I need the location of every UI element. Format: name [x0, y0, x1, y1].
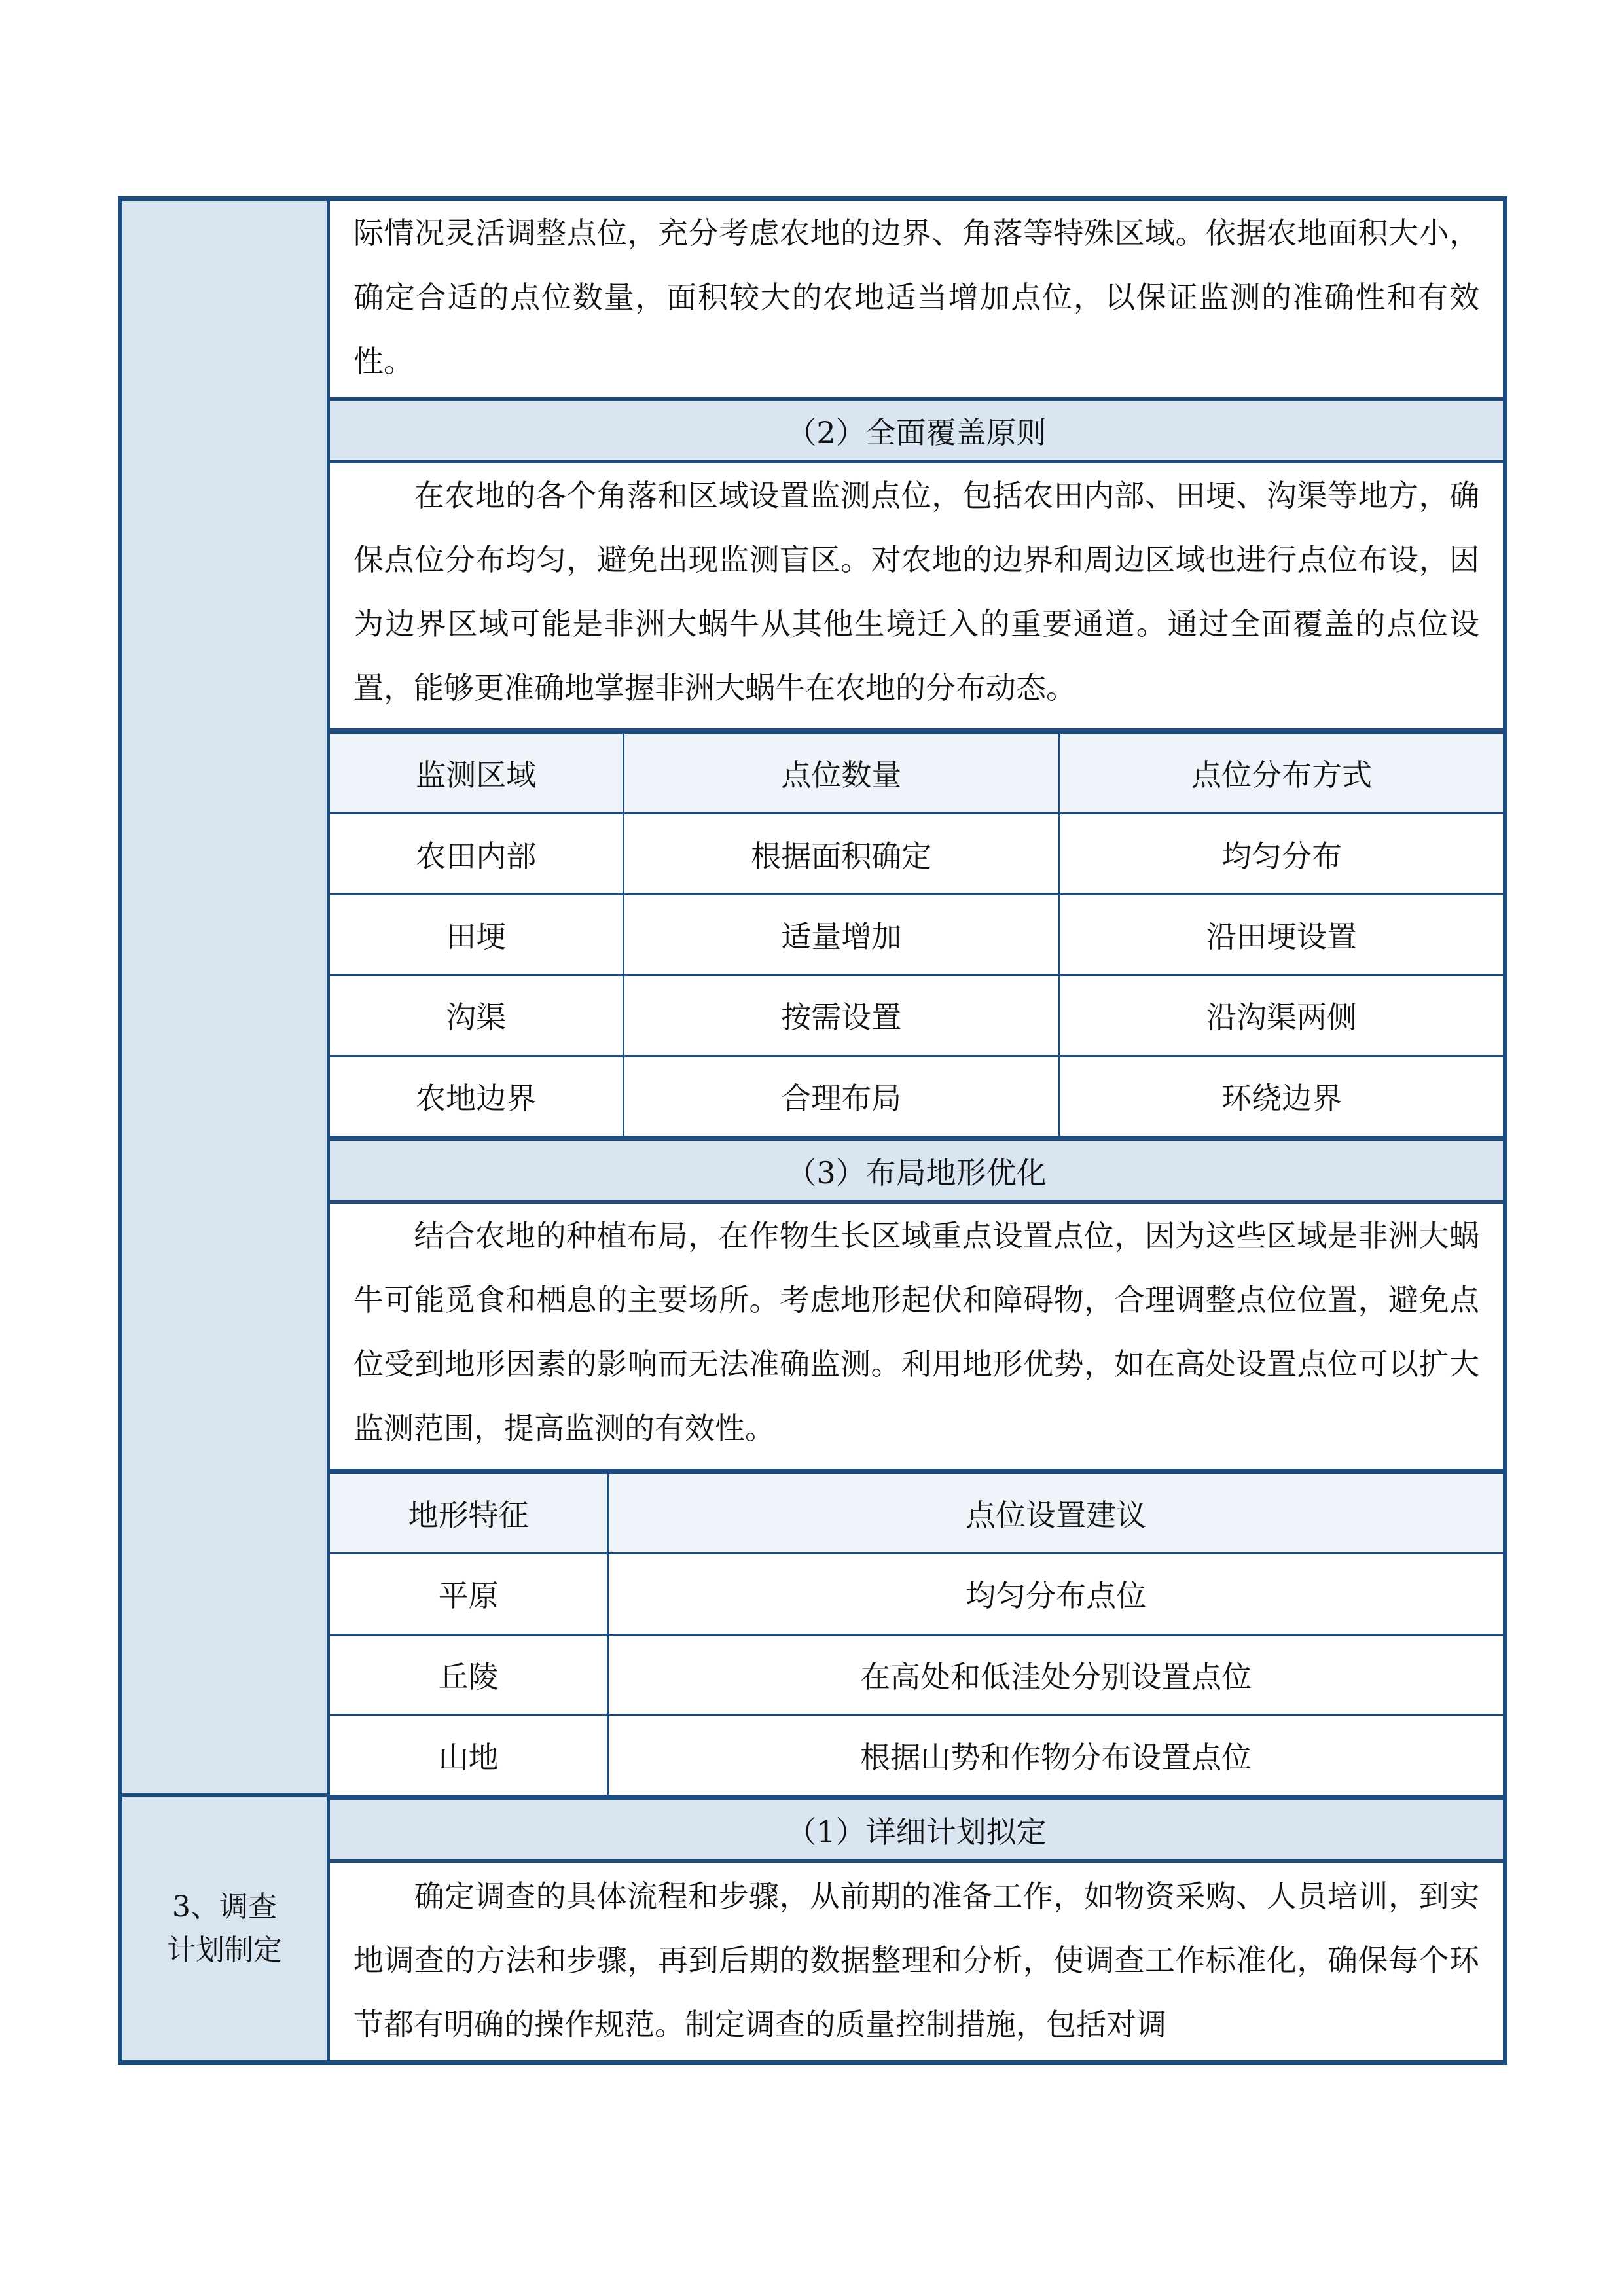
table-cell: 根据山势和作物分布设置点位: [608, 1715, 1503, 1795]
paragraph-terrain: 结合农地的种植布局，在作物生长区域重点设置点位，因为这些区域是非洲大蜗牛可能觅食和栖息的主要场所。考虑地形起伏和障碍物，合理调整点位位置，避免点位受到地形因素的影响而无法准确监测。利用地形优势，如在高处设置点位可以扩大监测范围，提高监测的有效性。: [353, 1218, 1479, 1446]
table-row: [330, 814, 1503, 894]
table-header-cell: 地形特征: [330, 1473, 608, 1554]
table-cell: 合理布局: [623, 1056, 1060, 1136]
left-column-section-3: [122, 1797, 330, 2060]
table-cell: 平原: [330, 1554, 608, 1634]
table-header-cell: 点位设置建议: [608, 1473, 1503, 1554]
right-column: [330, 201, 1503, 2060]
table-cell: 丘陵: [330, 1634, 608, 1715]
table-cell: 适量增加: [623, 894, 1060, 975]
paragraph-intro: 际情况灵活调整点位，充分考虑农地的边界、角落等特殊区域。依据农地面积大小，确定合适的点位数量，面积较大的农地适当增加点位，以保证监测的准确性和有效性。: [353, 215, 1479, 379]
table-header-cell: 监测区域: [330, 733, 623, 814]
monitoring-area-table: [330, 728, 1503, 1138]
paragraph-coverage: 在农地的各个角落和区域设置监测点位，包括农田内部、田埂、沟渠等地方，确保点位分布均匀，避免出现监测盲区。对农地的边界和周边区域也进行点位布设，因为边界区域可能是非洲大蜗牛从其他生境迁入的重要通道。通过全面覆盖的点位设置，能够更准确地掌握非洲大蜗牛在农地的分布动态。: [353, 478, 1479, 706]
table-header-row: [330, 1473, 1503, 1554]
table-cell: 山地: [330, 1715, 608, 1795]
table-cell: 均匀分布: [1060, 814, 1503, 894]
table-header-cell: 点位分布方式: [1060, 733, 1503, 814]
table-cell: 环绕边界: [1060, 1056, 1503, 1136]
left-column-section-2: [122, 201, 330, 1797]
heading-detailed-plan: （1）详细计划拟定: [330, 1797, 1503, 1863]
table-cell: 田埂: [330, 894, 623, 975]
table-cell: 沿田埂设置: [1060, 894, 1503, 975]
table-row: [330, 1056, 1503, 1136]
table-row: [330, 975, 1503, 1056]
section-3-label: 3、调查计划制定: [167, 1890, 282, 1967]
table-cell: 根据面积确定: [623, 814, 1060, 894]
table-cell: 农地边界: [330, 1056, 623, 1136]
terrain-table: [330, 1469, 1503, 1797]
paragraph-plan: 确定调查的具体流程和步骤，从前期的准备工作，如物资采购、人员培训，到实地调查的方法和步骤，再到后期的数据整理和分析，使调查工作标准化，确保每个环节都有明确的操作规范。制定调查的质量控制措施，包括对调: [353, 1878, 1479, 2042]
table-cell: 在高处和低洼处分别设置点位: [608, 1634, 1503, 1715]
table-cell: 沿沟渠两侧: [1060, 975, 1503, 1056]
table-row: [330, 1634, 1503, 1715]
table-cell: 农田内部: [330, 814, 623, 894]
table-header-row: [330, 733, 1503, 814]
table-cell: 按需设置: [623, 975, 1060, 1056]
table-row: [330, 894, 1503, 975]
content-frame: [118, 196, 1507, 2065]
table-cell: 沟渠: [330, 975, 623, 1056]
heading-terrain-optimization: （3）布局地形优化: [330, 1138, 1503, 1204]
table-cell: 均匀分布点位: [608, 1554, 1503, 1634]
heading-comprehensive-coverage: （2）全面覆盖原则: [330, 397, 1503, 463]
table-row: [330, 1715, 1503, 1795]
table-header-cell: 点位数量: [623, 733, 1060, 814]
table-row: [330, 1554, 1503, 1634]
